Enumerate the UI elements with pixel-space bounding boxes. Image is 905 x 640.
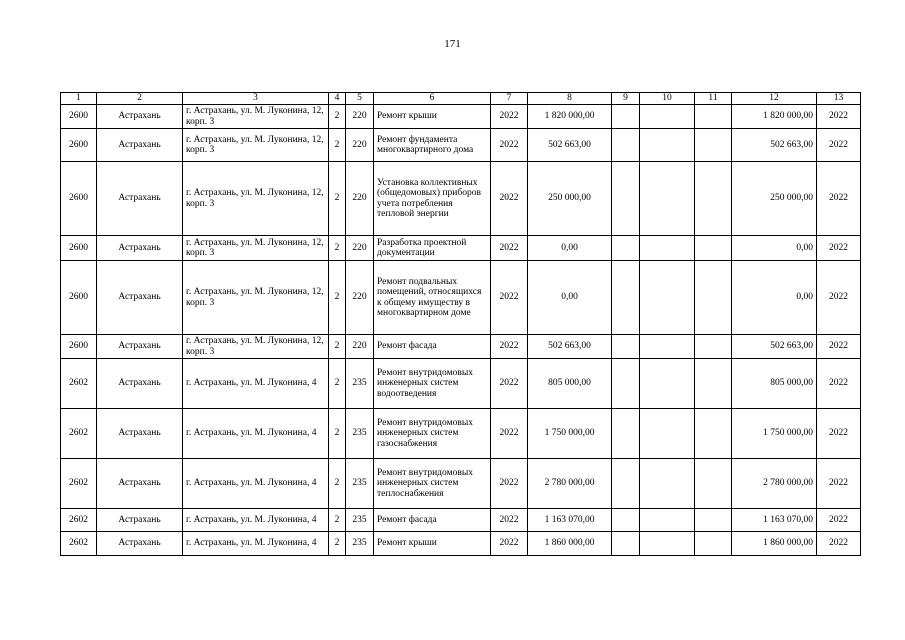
table-row xyxy=(61,509,861,532)
total-cost-cell: 502 663,00 xyxy=(732,129,817,162)
total-cost-cell: 805 000,00 xyxy=(732,359,817,409)
col9-cell xyxy=(612,236,640,261)
address-cell: г. Астрахань, ул. М. Луконина, 12, корп. 3 xyxy=(183,261,329,335)
cost-cell: 250 000,00 xyxy=(528,162,612,236)
municipality-cell: Астрахань xyxy=(97,359,183,409)
col11-cell xyxy=(695,409,732,459)
object-code-cell: 2600 xyxy=(61,261,97,335)
work-type-cell: Ремонт фасада xyxy=(374,335,491,359)
house-code-cell: 220 xyxy=(346,129,374,162)
deadline-year-cell: 2022 xyxy=(817,509,861,532)
house-code-cell: 220 xyxy=(346,162,374,236)
object-code-cell: 2602 xyxy=(61,409,97,459)
floors-cell: 2 xyxy=(329,236,346,261)
table-row xyxy=(61,105,861,129)
col9-cell xyxy=(612,509,640,532)
floors-cell: 2 xyxy=(329,409,346,459)
year-cell: 2022 xyxy=(491,359,528,409)
total-cost-cell: 1 163 070,00 xyxy=(732,509,817,532)
floors-cell: 2 xyxy=(329,532,346,556)
cost-cell: 1 163 070,00 xyxy=(528,509,612,532)
col9-cell xyxy=(612,459,640,509)
year-cell: 2022 xyxy=(491,236,528,261)
column-header: 4 xyxy=(329,93,346,105)
floors-cell: 2 xyxy=(329,105,346,129)
address-cell: г. Астрахань, ул. М. Луконина, 12, корп. 3 xyxy=(183,162,329,236)
column-header: 12 xyxy=(732,93,817,105)
house-code-cell: 235 xyxy=(346,509,374,532)
col11-cell xyxy=(695,236,732,261)
object-code-cell: 2600 xyxy=(61,162,97,236)
house-code-cell: 235 xyxy=(346,359,374,409)
object-code-cell: 2600 xyxy=(61,335,97,359)
col11-cell xyxy=(695,129,732,162)
header-row xyxy=(61,93,861,105)
municipality-cell: Астрахань xyxy=(97,459,183,509)
col10-cell xyxy=(640,129,695,162)
cost-cell: 502 663,00 xyxy=(528,129,612,162)
address-cell: г. Астрахань, ул. М. Луконина, 4 xyxy=(183,409,329,459)
deadline-year-cell: 2022 xyxy=(817,236,861,261)
year-cell: 2022 xyxy=(491,261,528,335)
table-row xyxy=(61,459,861,509)
year-cell: 2022 xyxy=(491,509,528,532)
col11-cell xyxy=(695,261,732,335)
col10-cell xyxy=(640,261,695,335)
house-code-cell: 235 xyxy=(346,459,374,509)
col10-cell xyxy=(640,509,695,532)
column-header: 7 xyxy=(491,93,528,105)
work-type-cell: Ремонт крыши xyxy=(374,532,491,556)
deadline-year-cell: 2022 xyxy=(817,459,861,509)
municipality-cell: Астрахань xyxy=(97,532,183,556)
total-cost-cell: 0,00 xyxy=(732,261,817,335)
year-cell: 2022 xyxy=(491,532,528,556)
municipality-cell: Астрахань xyxy=(97,509,183,532)
object-code-cell: 2600 xyxy=(61,236,97,261)
col9-cell xyxy=(612,359,640,409)
work-type-cell: Ремонт фасада xyxy=(374,509,491,532)
col9-cell xyxy=(612,532,640,556)
deadline-year-cell: 2022 xyxy=(817,335,861,359)
object-code-cell: 2602 xyxy=(61,359,97,409)
table-row xyxy=(61,261,861,335)
col11-cell xyxy=(695,162,732,236)
col10-cell xyxy=(640,359,695,409)
house-code-cell: 220 xyxy=(346,261,374,335)
col11-cell xyxy=(695,335,732,359)
house-code-cell: 220 xyxy=(346,236,374,261)
table-row xyxy=(61,162,861,236)
house-code-cell: 220 xyxy=(346,105,374,129)
table-body xyxy=(61,105,861,556)
col11-cell xyxy=(695,509,732,532)
floors-cell: 2 xyxy=(329,509,346,532)
municipality-cell: Астрахань xyxy=(97,236,183,261)
address-cell: г. Астрахань, ул. М. Луконина, 12, корп. 3 xyxy=(183,335,329,359)
col10-cell xyxy=(640,409,695,459)
col10-cell xyxy=(640,162,695,236)
address-cell: г. Астрахань, ул. М. Луконина, 4 xyxy=(183,459,329,509)
year-cell: 2022 xyxy=(491,459,528,509)
house-code-cell: 235 xyxy=(346,532,374,556)
municipality-cell: Астрахань xyxy=(97,409,183,459)
column-header: 1 xyxy=(61,93,97,105)
work-type-cell: Ремонт подвальных помещений, относящихся к общему имуществу в многоквартирном доме xyxy=(374,261,491,335)
floors-cell: 2 xyxy=(329,129,346,162)
total-cost-cell: 1 860 000,00 xyxy=(732,532,817,556)
table-row xyxy=(61,409,861,459)
work-type-cell: Ремонт крыши xyxy=(374,105,491,129)
year-cell: 2022 xyxy=(491,105,528,129)
municipality-cell: Астрахань xyxy=(97,162,183,236)
registry-table xyxy=(60,92,861,556)
year-cell: 2022 xyxy=(491,129,528,162)
col9-cell xyxy=(612,105,640,129)
object-code-cell: 2602 xyxy=(61,509,97,532)
address-cell: г. Астрахань, ул. М. Луконина, 4 xyxy=(183,509,329,532)
object-code-cell: 2602 xyxy=(61,532,97,556)
column-header: 6 xyxy=(374,93,491,105)
total-cost-cell: 250 000,00 xyxy=(732,162,817,236)
object-code-cell: 2600 xyxy=(61,105,97,129)
total-cost-cell: 2 780 000,00 xyxy=(732,459,817,509)
municipality-cell: Астрахань xyxy=(97,261,183,335)
total-cost-cell: 1 820 000,00 xyxy=(732,105,817,129)
column-header: 11 xyxy=(695,93,732,105)
col9-cell xyxy=(612,261,640,335)
cost-cell: 2 780 000,00 xyxy=(528,459,612,509)
table-row xyxy=(61,236,861,261)
house-code-cell: 235 xyxy=(346,409,374,459)
column-header: 2 xyxy=(97,93,183,105)
floors-cell: 2 xyxy=(329,359,346,409)
cost-cell: 502 663,00 xyxy=(528,335,612,359)
work-type-cell: Установка коллективных (общедомовых) приборов учета потребления тепловой энергии xyxy=(374,162,491,236)
table-row xyxy=(61,335,861,359)
cost-cell: 805 000,00 xyxy=(528,359,612,409)
deadline-year-cell: 2022 xyxy=(817,162,861,236)
column-header: 5 xyxy=(346,93,374,105)
object-code-cell: 2600 xyxy=(61,129,97,162)
table-row xyxy=(61,532,861,556)
column-header: 8 xyxy=(528,93,612,105)
col10-cell xyxy=(640,532,695,556)
col9-cell xyxy=(612,162,640,236)
deadline-year-cell: 2022 xyxy=(817,261,861,335)
cost-cell: 1 860 000,00 xyxy=(528,532,612,556)
col10-cell xyxy=(640,105,695,129)
cost-cell: 0,00 xyxy=(528,236,612,261)
floors-cell: 2 xyxy=(329,335,346,359)
year-cell: 2022 xyxy=(491,162,528,236)
municipality-cell: Астрахань xyxy=(97,105,183,129)
column-header: 9 xyxy=(612,93,640,105)
work-type-cell: Ремонт внутридомовых инженерных систем газоснабжения xyxy=(374,409,491,459)
column-header: 13 xyxy=(817,93,861,105)
year-cell: 2022 xyxy=(491,335,528,359)
deadline-year-cell: 2022 xyxy=(817,532,861,556)
total-cost-cell: 0,00 xyxy=(732,236,817,261)
deadline-year-cell: 2022 xyxy=(817,409,861,459)
table-row xyxy=(61,129,861,162)
work-type-cell: Ремонт фундамента многоквартирного дома xyxy=(374,129,491,162)
deadline-year-cell: 2022 xyxy=(817,129,861,162)
floors-cell: 2 xyxy=(329,459,346,509)
col9-cell xyxy=(612,335,640,359)
page-number: 171 xyxy=(444,38,461,50)
address-cell: г. Астрахань, ул. М. Луконина, 12, корп. 3 xyxy=(183,105,329,129)
col11-cell xyxy=(695,532,732,556)
address-cell: г. Астрахань, ул. М. Луконина, 4 xyxy=(183,532,329,556)
col11-cell xyxy=(695,105,732,129)
municipality-cell: Астрахань xyxy=(97,129,183,162)
address-cell: г. Астрахань, ул. М. Луконина, 4 xyxy=(183,359,329,409)
total-cost-cell: 502 663,00 xyxy=(732,335,817,359)
house-code-cell: 220 xyxy=(346,335,374,359)
col9-cell xyxy=(612,129,640,162)
col10-cell xyxy=(640,236,695,261)
municipality-cell: Астрахань xyxy=(97,335,183,359)
column-header: 3 xyxy=(183,93,329,105)
address-cell: г. Астрахань, ул. М. Луконина, 12, корп. 3 xyxy=(183,129,329,162)
column-header: 10 xyxy=(640,93,695,105)
deadline-year-cell: 2022 xyxy=(817,105,861,129)
col9-cell xyxy=(612,409,640,459)
work-type-cell: Разработка проектной документации xyxy=(374,236,491,261)
floors-cell: 2 xyxy=(329,261,346,335)
table-row xyxy=(61,359,861,409)
work-type-cell: Ремонт внутридомовых инженерных систем теплоснабжения xyxy=(374,459,491,509)
address-cell: г. Астрахань, ул. М. Луконина, 12, корп. 3 xyxy=(183,236,329,261)
col10-cell xyxy=(640,335,695,359)
cost-cell: 1 750 000,00 xyxy=(528,409,612,459)
deadline-year-cell: 2022 xyxy=(817,359,861,409)
cost-cell: 0,00 xyxy=(528,261,612,335)
col11-cell xyxy=(695,459,732,509)
object-code-cell: 2602 xyxy=(61,459,97,509)
col11-cell xyxy=(695,359,732,409)
total-cost-cell: 1 750 000,00 xyxy=(732,409,817,459)
cost-cell: 1 820 000,00 xyxy=(528,105,612,129)
year-cell: 2022 xyxy=(491,409,528,459)
col10-cell xyxy=(640,459,695,509)
work-type-cell: Ремонт внутридомовых инженерных систем водоотведения xyxy=(374,359,491,409)
floors-cell: 2 xyxy=(329,162,346,236)
